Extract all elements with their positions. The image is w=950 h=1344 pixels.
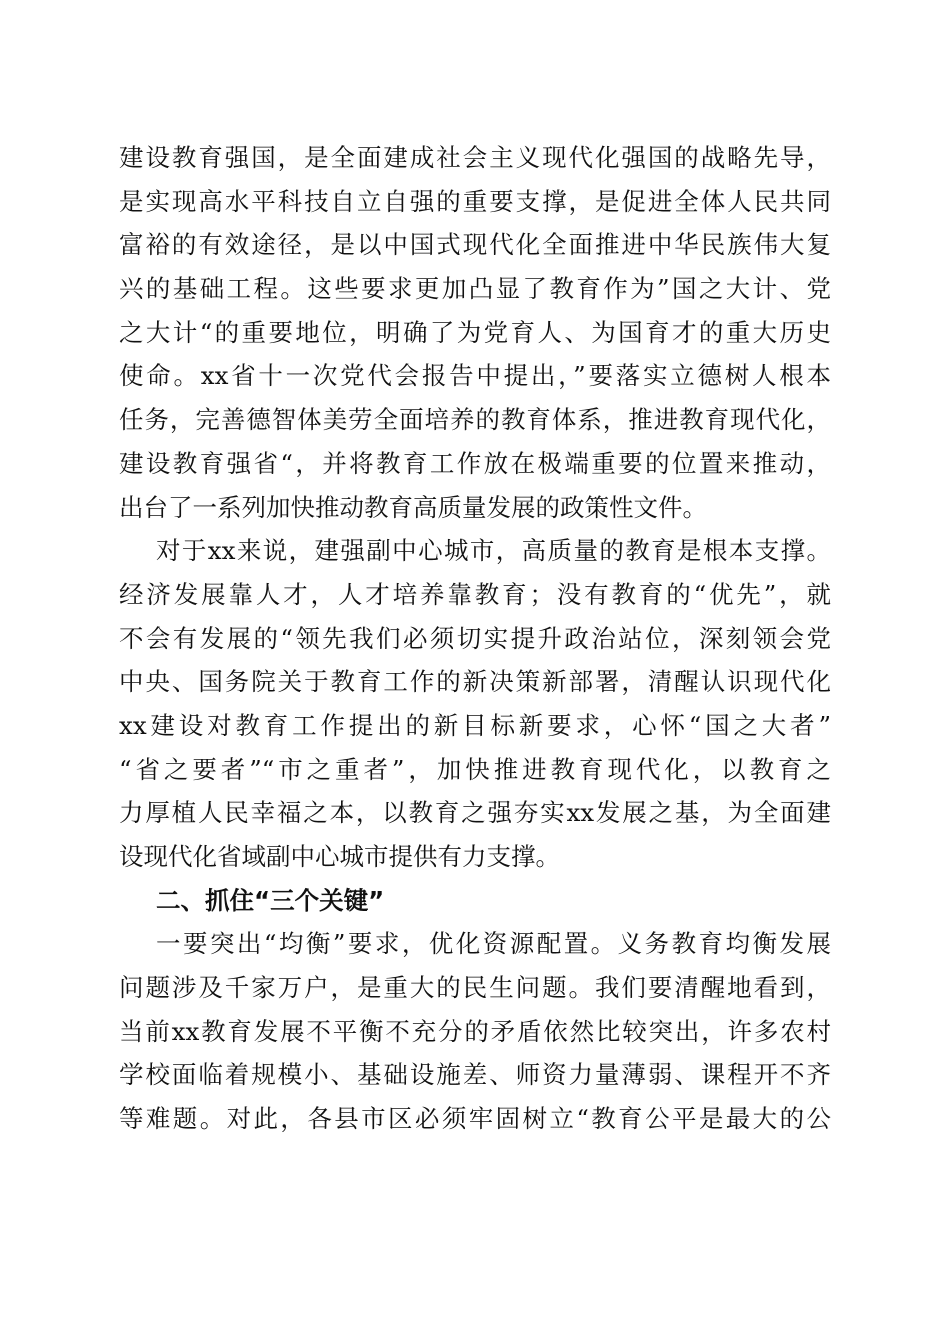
text-line: 是实现高水平科技自立自强的重要支撑，是促进全体人民共同 xyxy=(119,186,831,216)
text-line: 问题涉及千家万户，是重大的民生问题。我们要清醒地看到， xyxy=(119,973,831,1003)
text-line: 不会有发展的“领先我们必须切实提升政治站位，深刻领会党 xyxy=(119,623,831,653)
text-line: 富裕的有效途径，是以中国式现代化全面推进中华民族伟大复 xyxy=(119,230,831,260)
text-line: 等难题。对此，各县市区必须牢固树立“教育公平是最大的公 xyxy=(119,1104,831,1134)
text-line: “省之要者”“市之重者”，加快推进教育现代化，以教育之 xyxy=(119,754,831,784)
text-line: xx建设对教育工作提出的新目标新要求，心怀“国之大者” xyxy=(119,710,831,740)
paragraph-end-line: 出台了一系列加快推动教育高质量发展的政策性文件。 xyxy=(119,492,707,522)
text-line: 使命。xx省十一次党代会报告中提出，”要落实立德树人根本 xyxy=(119,361,831,391)
text-line: 力厚植人民幸福之本，以教育之强夯实xx发展之基，为全面建 xyxy=(119,798,831,828)
body-text xyxy=(119,136,831,1141)
text-line: 任务，完善德智体美劳全面培养的教育体系，推进教育现代化， xyxy=(119,405,831,435)
text-line: 经济发展靠人才，人才培养靠教育；没有教育的“优先”，就 xyxy=(119,579,831,609)
text-line: 建设教育强省“，并将教育工作放在极端重要的位置来推动， xyxy=(119,448,831,478)
text-line: 学校面临着规模小、基础设施差、师资力量薄弱、课程开不齐 xyxy=(119,1060,831,1090)
text-line: 中央、国务院关于教育工作的新决策新部署，清醒认识现代化 xyxy=(119,667,831,697)
section-heading: 二、抓住“三个关键” xyxy=(156,885,385,915)
paragraph-end-line: 设现代化省域副中心城市提供有力支撑。 xyxy=(119,842,560,871)
paragraph-start-line: 一要突出“均衡”要求，优化资源配置。义务教育均衡发展 xyxy=(156,929,831,959)
text-line: 兴的基础工程。这些要求更加凸显了教育作为”国之大计、党 xyxy=(119,274,831,304)
text-line: 当前xx教育发展不平衡不充分的矛盾依然比较突出，许多农村 xyxy=(119,1016,831,1046)
paragraph-start-line: 对于xx来说，建强副中心城市，高质量的教育是根本支撑。 xyxy=(156,536,831,566)
text-line: 建设教育强国，是全面建成社会主义现代化强国的战略先导， xyxy=(119,143,831,172)
text-line: 之大计“的重要地位，明确了为党育人、为国育才的重大历史 xyxy=(119,317,831,347)
